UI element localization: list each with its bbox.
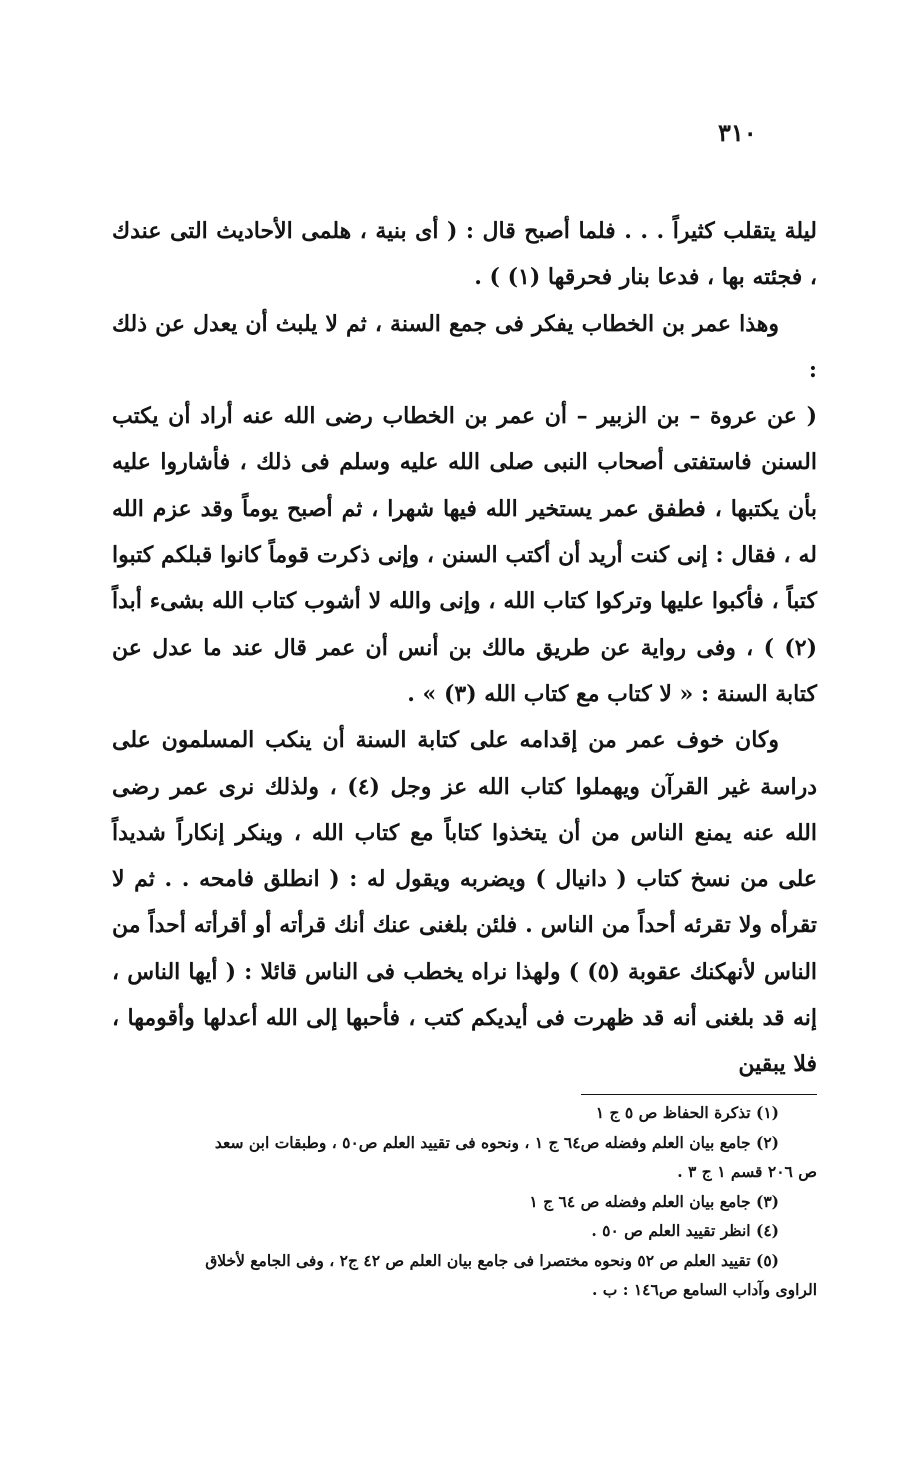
paragraph: وكان خوف عمر من إقدامه على كتابة السنة أن ينكب المسلمون على دراسة غير القرآن ويهملوا كتاب الله عز وجل (٤) ، ولذلك نرى عمر رضى الله عنه يمنع الناس من أن يتخذوا كتاباً مع كتاب الله ، وينكر إنكاراً شديداً على من نسخ كتاب ( دانيال ) ويضربه ويقول له : ( انطلق فامحه . . ثم لا تقرأه ولا تقرئه أحداً من الناس . فلئن بلغنى عنك أنك قرأته أو أقرأته أحداً من الناس لأنهكنك عقوبة (٥) ) ولهذا نراه يخطب فى الناس قائلا : ( أيها الناس ، إنه قد بلغنى أنه قد ظهرت فى أيديكم كتب ، فأحبها إلى الله أعدلها وأقومها ، فلا يبقين — [112, 727, 818, 1078]
footnote: (٥) تقييد العلم ص ٥٢ ونحوه مختصرا فى جامع بيان العلم ص ٤٢ ج٢ ، وفى الجامع لأخلاق — [205, 1250, 779, 1270]
footnote-continuation: ص ٢٠٦ قسم ١ ج ٣ . — [677, 1162, 817, 1181]
footnote: (١) تذكرة الحفاظ ص ٥ ج ١ — [595, 1103, 779, 1122]
paragraph: ( عن عروة – بن الزبير – أن عمر بن الخطاب رضى الله عنه أراد أن يكتب السنن فاستفتى أصحاب النبى صلى الله عليه وسلم فى ذلك ، فأشاروا عليه بأن يكتبها ، فطفق عمر يستخير الله فيها شهرا ، ثم أصبح يوماً وقد عزم الله له ، فقال : إنى كنت أريد أن أكتب السنن ، وإنى ذكرت قوماً كانوا قبلكم كتبوا كتباً ، فأكبوا عليها وتركوا كتاب الله ، وإنى والله لا أشوب كتاب الله بشىء أبداً (٢) ) ، وفى رواية عن طريق مالك بن أنس أن عمر قال عند ما عدل عن كتابة السنة : « لا كتاب مع كتاب الله (٣) » . — [112, 403, 817, 707]
footnote-separator — [581, 1094, 817, 1095]
footnote: (٤) انظر تقييد العلم ص ٥٠ . — [591, 1221, 779, 1240]
paragraph: ليلة يتقلب كثيراً . . . فلما أصبح قال : ( أى بنية ، هلمى الأحاديث التى عندك ، فجئته بها ، فدعا بنار فحرقها (١) ) . — [112, 218, 817, 291]
footnotes — [112, 1098, 817, 1305]
paragraph: وهذا عمر بن الخطاب يفكر فى جمع السنة ، ثم لا يلبث أن يعدل عن ذلك : — [112, 310, 817, 383]
footnote: (٢) جامع بيان العلم وفضله ص٦٤ ج ١ ، ونحوه فى تقييد العلم ص٥٠ ، وطبقات ابن سعد — [214, 1132, 779, 1152]
footnote: (٣) جامع بيان العلم وفضله ص ٦٤ ج ١ — [529, 1191, 779, 1211]
footnote-continuation: الراوى وآداب السامع ص١٤٦ : ب . — [591, 1280, 817, 1299]
main-text — [112, 208, 817, 1088]
page-number: ٣١٠ — [718, 118, 757, 147]
